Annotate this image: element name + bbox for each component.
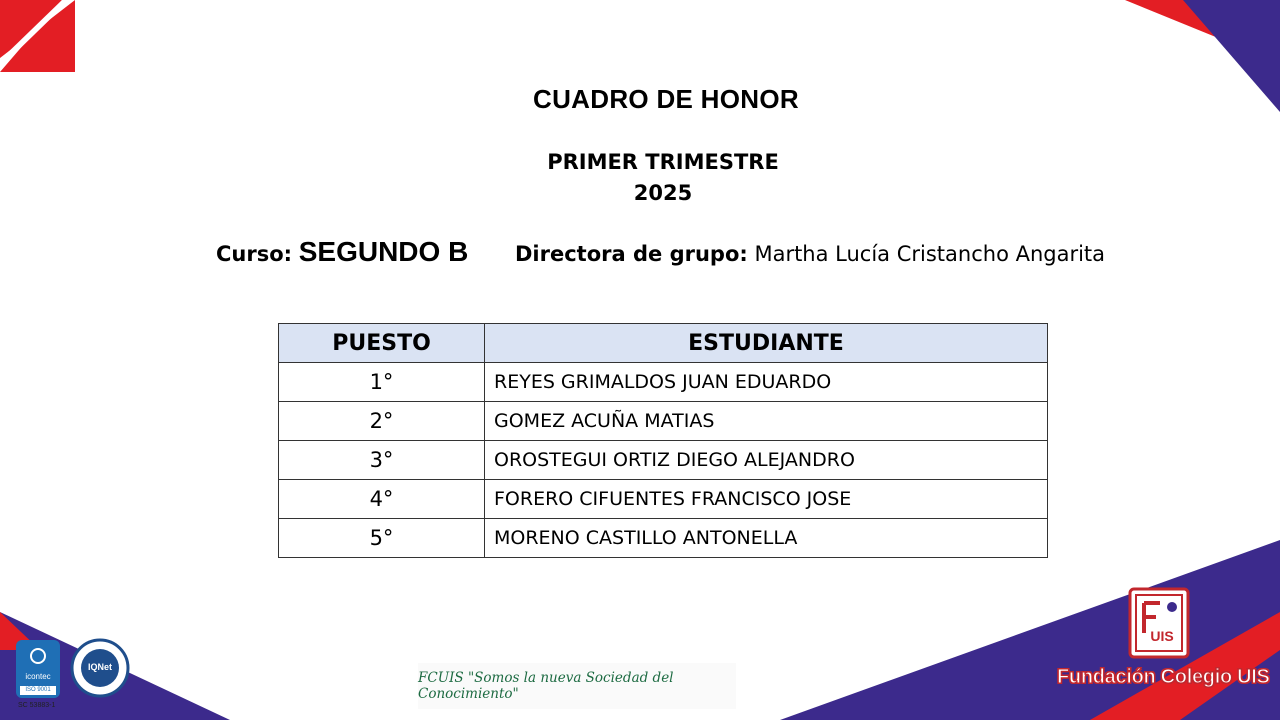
slogan-banner: FCUIS "Somos la nueva Sociedad del Conocimiento" [418, 663, 736, 709]
student-cell: FORERO CIFUENTES FRANCISCO JOSE [485, 480, 1048, 519]
student-cell: REYES GRIMALDOS JUAN EDUARDO [485, 363, 1048, 402]
position-cell: 1° [279, 363, 485, 402]
period-block [0, 147, 1280, 209]
director-label: Directora de grupo: [515, 242, 748, 266]
director-value: Martha Lucía Cristancho Angarita [754, 242, 1106, 266]
table-row [279, 441, 1048, 480]
course-label: Curso: [216, 242, 293, 266]
year-label: 2025 [633, 181, 693, 205]
student-cell: GOMEZ ACUÑA MATIAS [485, 402, 1048, 441]
student-cell: OROSTEGUI ORTIZ DIEGO ALEJANDRO [485, 441, 1048, 480]
school-logo-initials: UIS [1150, 628, 1174, 644]
student-cell: MORENO CASTILLO ANTONELLA [485, 519, 1048, 558]
iso-label: ISO 9001 [25, 687, 51, 693]
school-name: Fundación Colegio UIS [1057, 666, 1270, 688]
column-header-position: PUESTO [279, 324, 485, 363]
column-header-student: ESTUDIANTE [485, 324, 1048, 363]
position-cell: 5° [279, 519, 485, 558]
honor-table [278, 323, 1048, 558]
table-row [279, 402, 1048, 441]
period-label: PRIMER TRIMESTRE [547, 150, 779, 174]
page-title: CUADRO DE HONOR [533, 84, 799, 114]
table-row [279, 519, 1048, 558]
table-header-row [279, 324, 1048, 363]
certification-code: SC 53883-1 [18, 702, 56, 709]
school-logo [1124, 585, 1194, 661]
course-info-row [216, 236, 1105, 268]
position-cell: 4° [279, 480, 485, 519]
position-cell: 3° [279, 441, 485, 480]
icontec-label: icontec [25, 672, 51, 681]
table-row [279, 480, 1048, 519]
iqnet-label: IQNet [87, 662, 112, 672]
position-cell: 2° [279, 402, 485, 441]
course-value: SEGUNDO B [298, 236, 469, 267]
table-row [279, 363, 1048, 402]
